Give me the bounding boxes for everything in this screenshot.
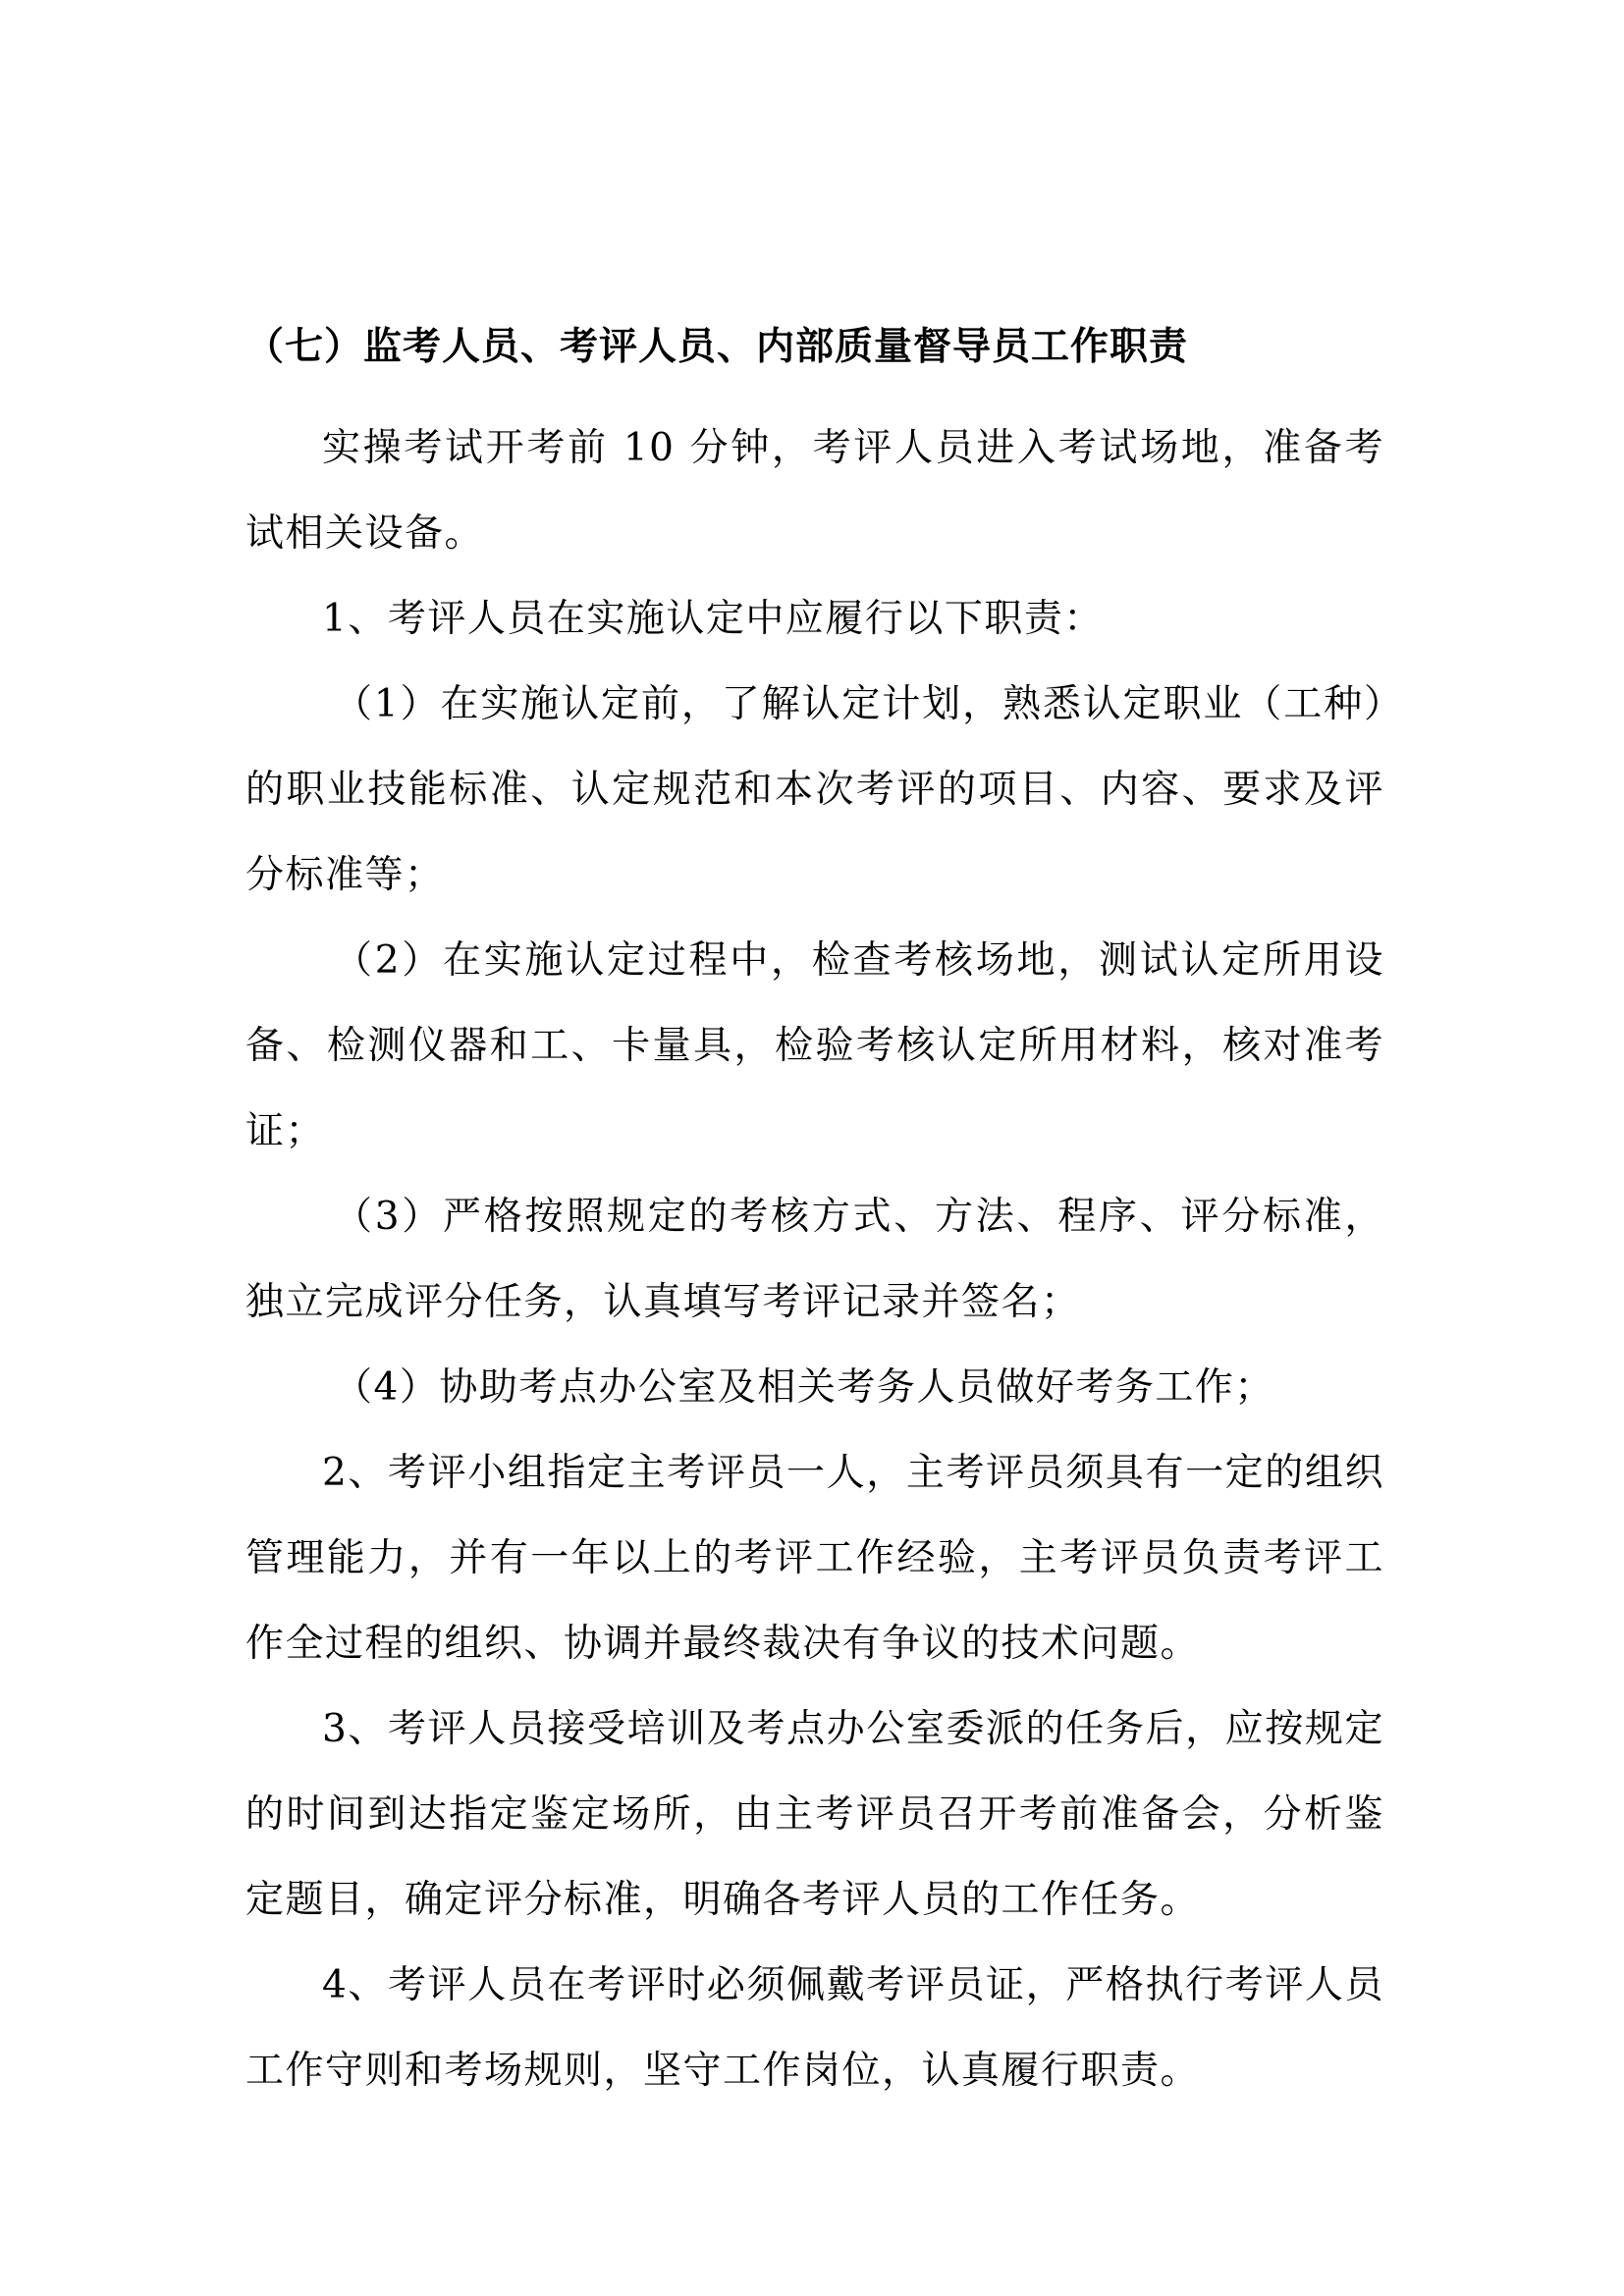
paragraph-item-4: 4、考评人员在考评时必须佩戴考评员证，严格执行考评人员工作守则和考场规则，坚守工作岗位，认真履行职责。 — [245, 1963, 1384, 2093]
paragraph-item-1: 1、考评人员在实施认定中应履行以下职责： — [322, 597, 1104, 641]
paragraph-subitem-1: （1）在实施认定前，了解认定计划，熟悉认定职业（工种）的职业技能标准、认定规范和本次考评的项目、内容、要求及评分标准等； — [245, 682, 1384, 897]
paragraph-subitem-3: （3）严格按照规定的考核方式、方法、程序、评分标准，独立完成评分任务，认真填写考评记录并签名； — [245, 1195, 1384, 1324]
paragraph-subitem-2: （2）在实施认定过程中，检查考核场地，测试认定所用设备、检测仪器和工、卡量具，检验考核认定所用材料，核对准考证； — [245, 938, 1384, 1153]
document-body — [245, 405, 1384, 2113]
paragraph-subitem-4: （4）协助考点办公室及相关考务人员做好考务工作； — [334, 1365, 1274, 1410]
section-heading: （七）监考人员、考评人员、内部质量督导员工作职责 — [245, 324, 1189, 369]
paragraph-intro: 实操考试开考前 10 分钟，考评人员进入考试场地，准备考试相关设备。 — [245, 426, 1384, 556]
paragraph-item-2: 2、考评小组指定主考评员一人，主考评员须具有一定的组织管理能力，并有一年以上的考评工作经验，主考评员负责考评工作全过程的组织、协调并最终裁决有争议的技术问题。 — [245, 1451, 1384, 1666]
paragraph-item-3: 3、考评人员接受培训及考点办公室委派的任务后，应按规定的时间到达指定鉴定场所，由主考评员召开考前准备会，分析鉴定题目，确定评分标准，明确各考评人员的工作任务。 — [245, 1707, 1384, 1922]
